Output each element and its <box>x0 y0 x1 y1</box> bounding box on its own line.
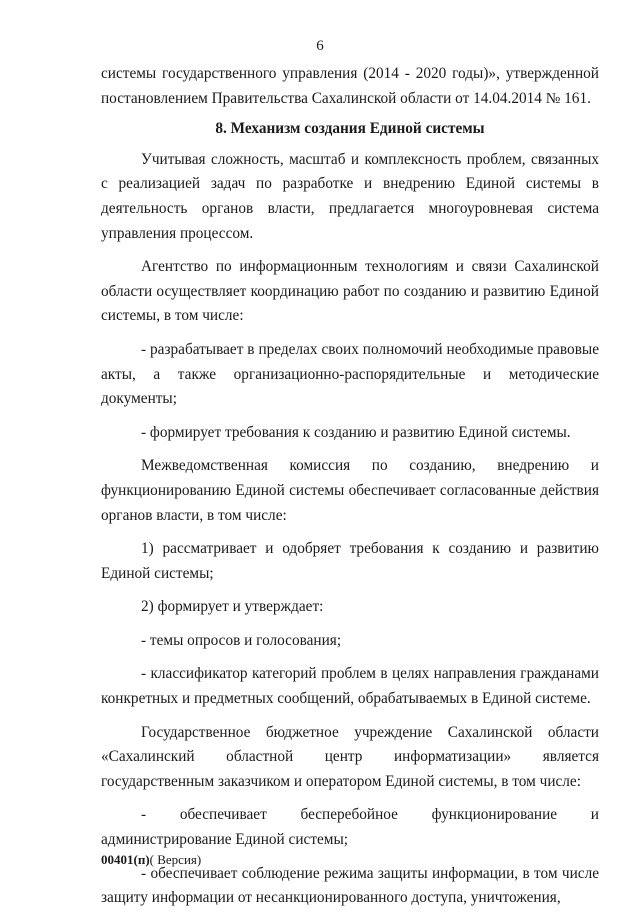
document-footer <box>101 852 201 868</box>
document-body <box>101 62 599 920</box>
version-label: ( Версия) <box>149 852 202 867</box>
paragraph: Межведомственная комиссия по созданию, внедрению и функционированию Единой системы обеспечивает согласованные действия органов власти, в том числе: <box>101 457 599 524</box>
list-item: - обеспечивает бесперебойное функционирование и администрирование Единой системы; <box>101 806 599 849</box>
document-code: 00401(п) <box>101 852 150 867</box>
list-item: 1) рассматривает и одобряет требования к созданию и развитию Единой системы; <box>101 540 599 582</box>
page-number: 6 <box>316 38 324 54</box>
paragraph: Государственное бюджетное учреждение Сахалинской области «Сахалинский областной центр информатизации» является государственным заказчиком и оператором Единой системы, в том числе: <box>101 723 599 790</box>
list-item: - классификатор категорий проблем в целях направления гражданами конкретных и предметных сообщений, обрабатываемых в Единой системе. <box>101 665 599 708</box>
paragraph: Агентство по информационным технологиям и связи Сахалинской области осуществляет координацию работ по созданию и развитию Единой системы, в том числе: <box>101 258 599 325</box>
list-item: - обеспечивает соблюдение режима защиты информации, в том числе защиту информации от несанкционированного доступа, уничтожения, <box>101 864 599 907</box>
list-item: - формирует требования к созданию и развитию Единой системы. <box>141 423 571 441</box>
list-item: - темы опросов и голосования; <box>141 631 342 649</box>
intro-paragraph: системы государственного управления (2014 - 2020 годы)», утвержденной постановлением Правительства Сахалинской области от 14.04.2014 № 161. <box>101 65 599 107</box>
list-item: 2) формирует и утверждает: <box>141 598 324 616</box>
section-heading: 8. Механизм создания Единой системы <box>215 120 485 138</box>
list-item: - разрабатывает в пределах своих полномочий необходимые правовые акты, а также организационно-распорядительные и методические документы; <box>101 340 599 408</box>
paragraph: Учитывая сложность, масштаб и комплексность проблем, связанных с реализацией задач по разработке и внедрению Единой системы в деятельность органов власти, предлагается многоуровневая система управления процессом. <box>101 150 599 242</box>
